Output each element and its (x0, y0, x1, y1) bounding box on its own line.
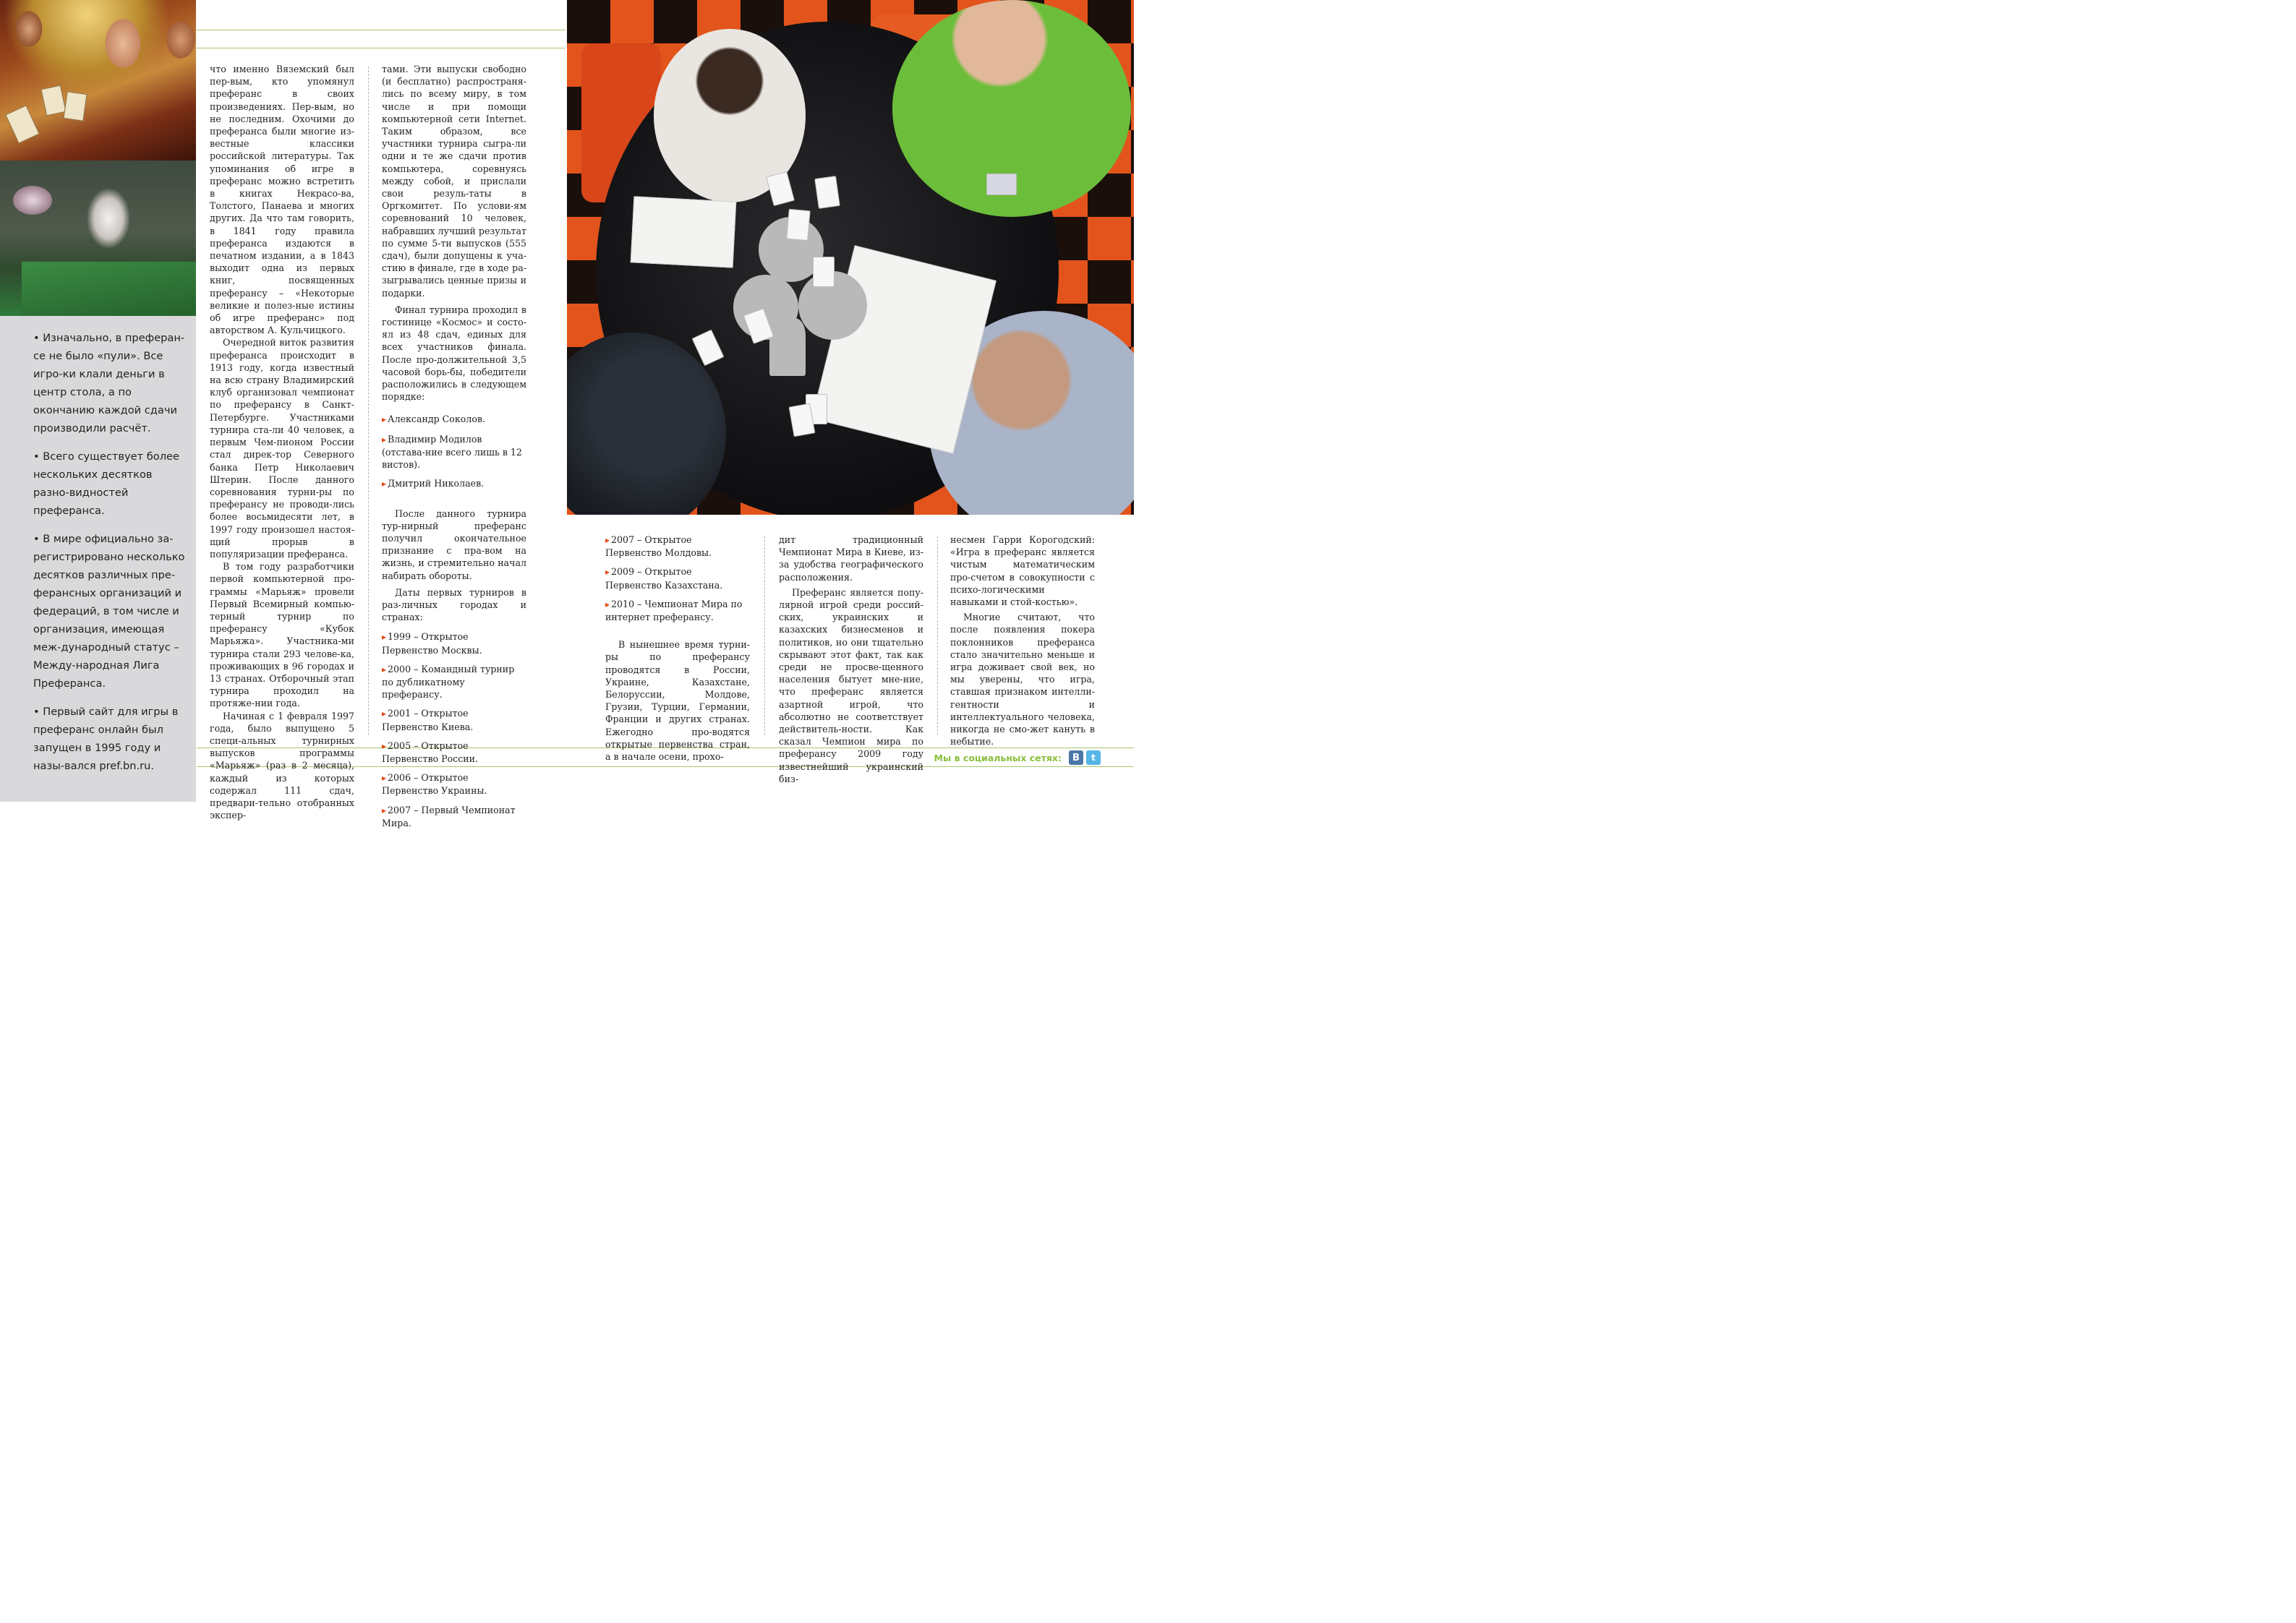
fact-item: • Всего существует более нескольких десятков разно-видностей преферанса. (33, 450, 179, 517)
paragraph: тами. Эти выпуски свободно (и бесплатно) распространя-лись по всему миру, в том числе и при помощи компьютерной сети Internet. Таким образом, все участники турнира сыгра-ли одни и те же сдачи против компьютера, соревнуясь между собой, и прислали свои резуль-таты в Оргкомитет. По услови-ям соревнований 10 человек, набравших лучший результат по сумме 5-ти выпусков (555 сдач), были допущены к уча-стию в финале, где в ходе ра-зыгрывались ценные призы и подарки. (382, 64, 526, 299)
paragraph: Даты первых турниров в раз-личных городах и странах: (382, 586, 526, 623)
winner-item: ▸ Дмитрий Николаев. (382, 477, 526, 490)
tournament-item: ▸ 2009 – Открытое Первенство Казахстана. (605, 565, 750, 591)
paragraph: Очередной виток развития преферанса происходит в 1913 году, когда известный на всю страну Владимирский клуб организовал чемпионат по преферансу в Санкт-Петербурге. Участниками турнира ста-ли 40 человек, а первым Чем-пионом России стал дирек-тор Северного банка Петр Николаевич Штерин. После данного соревнования турни-ры по преферансу не проводи-лись более восьмидесяти лет, в 1997 году произошел настоя-щий прорыв в популяризации преферанса. (210, 337, 354, 560)
winner-item: ▸ Владимир Модилов (отстава-ние всего лишь в 12 вистов). (382, 433, 526, 471)
paragraph: Финал турнира проходил в гостинице «Космос» и состо-ял из 48 сдач, единых для всех участников финала. После про-должительной 3,5 часовой борь-бы, победители расположились в следующем порядке: (382, 304, 526, 403)
paragraph: В нынешнее время турни-ры по преферансу проводятся в России, Украине, Казахстане, Белоруссии, Молдове, Грузии, Турции, Германии, Франции и других странах. Ежегодно про-водятся открытые первенства стран, а в начале осени, прохо- (605, 639, 750, 763)
column-divider (764, 536, 765, 735)
winner-item: ▸ Александр Соколов. (382, 413, 526, 426)
tournament-item: ▸ 2000 – Командный турнир по дубликатному преферансу. (382, 663, 526, 701)
column-divider (937, 536, 938, 735)
tournament-item: ▸ 1999 – Открытое Первенство Москвы. (382, 630, 526, 656)
paragraph: Многие считают, что после появления покера поклонников преферанса стало значительно меньше и игра доживает свой век, но мы уверены, что игра, ставшая признаком интелли-гентности и интеллектуального человека, никогда не смо-жет кануть в небытие. (950, 612, 1095, 748)
fact-item: • Изначально, в преферан-се не было «пули». Все игро-ки клали деньги в центр стола, а по окончанию каждой сдачи производили расчёт. (33, 332, 185, 434)
sidebar-facts-list (33, 329, 188, 785)
article-column-1 (210, 63, 354, 821)
paragraph: В том году разработчики первой компьютерной про-граммы «Марьяж» провели Первый Всемирный компью-терный турнир по преферансу «Кубок Марьяжа». Участника-ми турнира стали 293 челове-ка, проживающих в 96 городах и 13 странах. Отборочный этап турнира проходил на протяже-нии года. (210, 561, 354, 709)
article-column-4 (779, 534, 923, 785)
social-links (934, 750, 1101, 765)
article-column-2 (382, 63, 526, 836)
twitter-icon[interactable]: t (1086, 750, 1101, 765)
preference-game-photo (567, 0, 1134, 515)
fact-item: • Первый сайт для игры в преферанс онлайн был запущен в 1995 году и назы-вался pref.bn.ru. (33, 706, 179, 772)
tournament-item: ▸ 2007 – Открытое Первенство Молдовы. (605, 534, 750, 559)
painting-card-players-image (0, 0, 196, 160)
paragraph: что именно Вяземский был пер-вым, кто упомянул преферанс в своих произведениях. Пер-вым, но не последним. Охочими до преферанса были многие из-вестные классики российской литературы. Так упоминания об игре в преферанс можно встретить в книгах Некрасо-ва, Толстого, Панаева и многих других. Да что там говорить, в 1841 году правила преферанса издаются в печатном издании, а в 1843 выходит одна из первых книг, посвященных преферансу – «Некоторые великие и полез-ные истины об игре преферанс» под авторством А. Кульчицкого. (210, 64, 354, 336)
paragraph: дит традиционный Чемпионат Мира в Киеве, из-за удобства географического расположения. (779, 534, 923, 583)
vkontakte-icon[interactable]: В (1069, 750, 1083, 765)
paragraph: Начиная с 1 февраля 1997 года, было выпущено 5 специ-альных турнирных выпусков программы «Марьяж» (раз в 2 месяца), каждый из которых содержал 111 сдач, предвари-тельно отобранных экспер- (210, 710, 354, 821)
fact-item: • В мире официально за-регистрировано несколько десятков различных пре-ферансных организаций и федераций, в том числе и организация, имеющая меж-дународный статус – Между-народная Лига Преферанса. (33, 533, 185, 690)
tournament-item: ▸ 2006 – Открытое Первенство Украины. (382, 771, 526, 797)
paragraph: несмен Гарри Корогодский: «Игра в преферанс является чистым математическим про-счетом в совокупности с психо-логическими навыками и стой-костью». (950, 534, 1095, 608)
painting-casino-table-image (0, 160, 196, 316)
article-column-3 (605, 534, 750, 763)
tournament-item: ▸ 2005 – Открытое Первенство России. (382, 740, 526, 765)
article-column-5 (950, 534, 1095, 748)
tournament-item: ▸ 2001 – Открытое Первенство Киева. (382, 707, 526, 732)
tournament-item: ▸ 2010 – Чемпионат Мира по интернет преферансу. (605, 598, 750, 623)
tournament-item: ▸ 2007 – Первый Чемпионат Мира. (382, 804, 526, 829)
column-divider (368, 67, 369, 735)
paragraph: После данного турнира тур-нирный преферанс получил окончательное признание с пра-вом на жизнь, и стремительно начал набирать обороты. (382, 508, 526, 581)
paragraph: Преферанс является попу-лярной игрой среди россий-ских, украинских и казахских бизнесменов и политиков, но они тщательно скрывают этот факт, так как среди не просве-щенного населения бытует мне-ние, что преферанс является азартной игрой, что абсолютно не соответствует действитель-ности. Как сказал Чемпион мира по преферансу 2009 году известнейший украинский биз- (779, 586, 923, 784)
social-label: Мы в социальных сетях: (934, 752, 1062, 763)
sidebar-illustrations (0, 0, 196, 316)
